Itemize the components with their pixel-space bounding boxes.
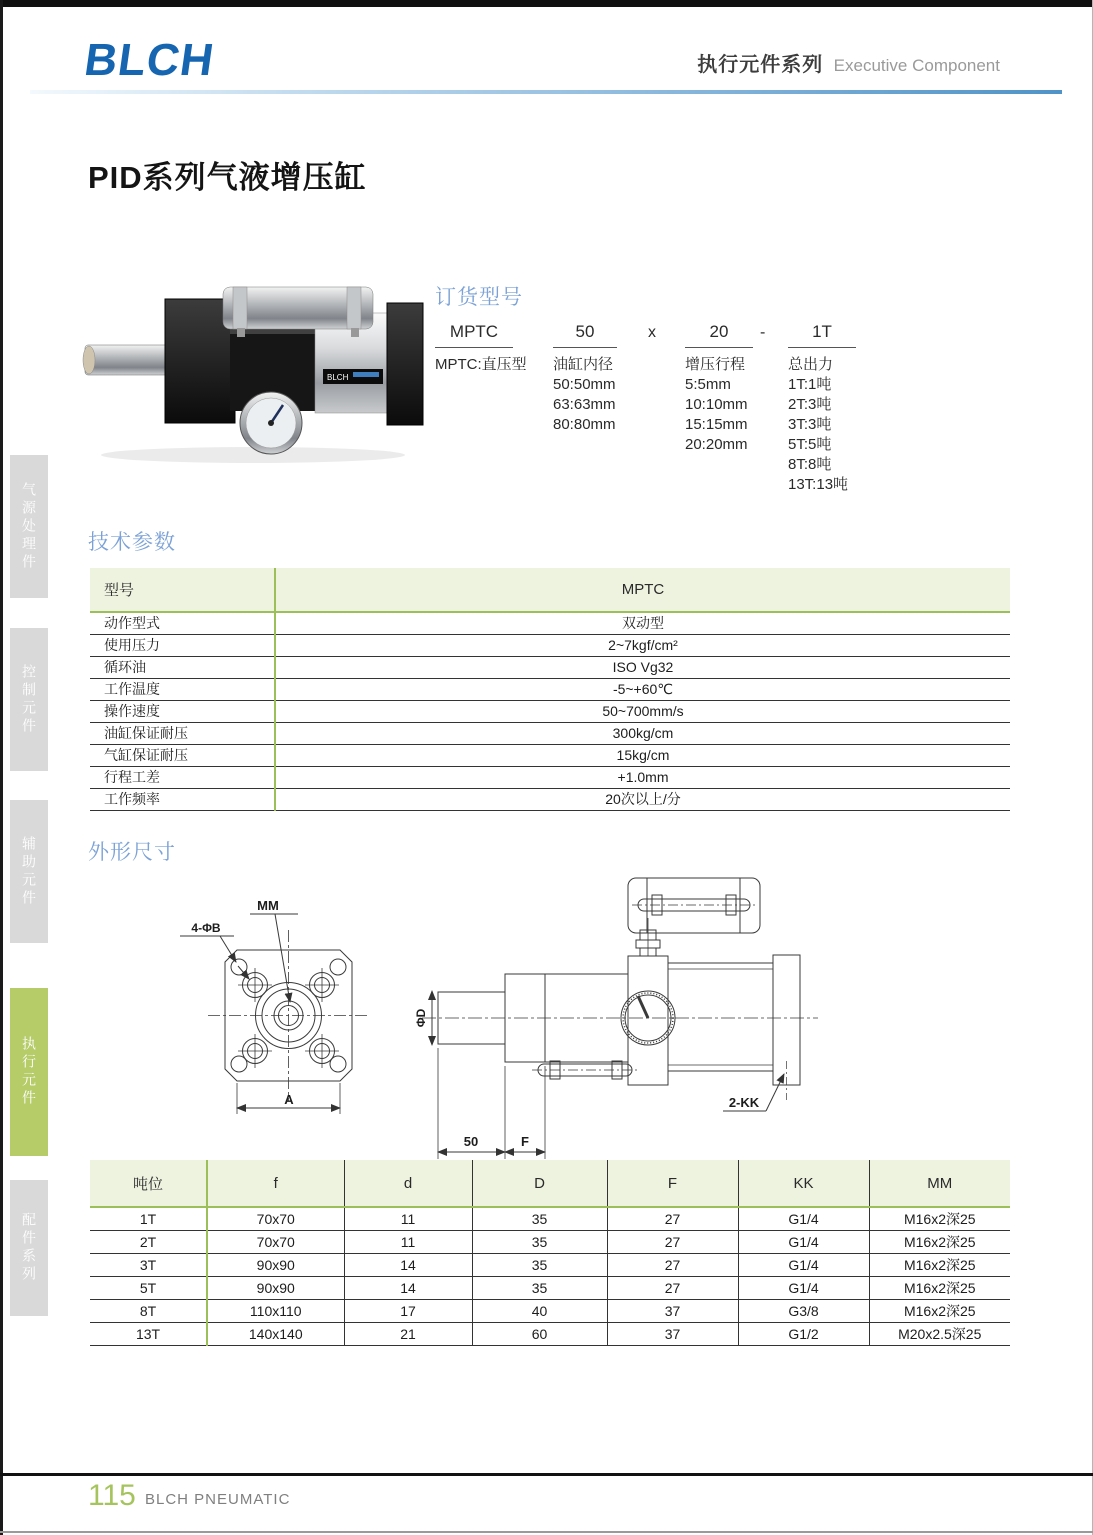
footer-brand: BLCH PNEUMATIC [145,1491,291,1508]
table-row [90,722,1010,744]
order-desc-bore [553,355,617,435]
table-cell: 40 [472,1299,607,1322]
table-cell: M20x2.5深25 [869,1322,1010,1345]
table-cell: 90x90 [207,1253,344,1276]
table-header-cell: d [344,1160,472,1207]
table-cell: 17 [344,1299,472,1322]
table-cell: 37 [607,1299,738,1322]
table-cell: G3/8 [738,1299,869,1322]
sidebar-item-label: 辅助元件 [21,835,37,908]
order-desc-line: 5:5mm [685,376,731,393]
order-column-bore [553,322,617,435]
table-cell: ISO Vg32 [275,656,1010,678]
order-desc-line: 63:63mm [553,396,616,413]
table-row [90,1253,1010,1276]
table-cell: 操作速度 [90,700,275,722]
table-row [90,700,1010,722]
table-row [90,678,1010,700]
sidebar-item-label: 控制元件 [21,663,37,736]
table-cell: 37 [607,1322,738,1345]
series-title-zh: 执行元件系列 [697,54,824,76]
order-desc-line: 2T:3吨 [788,396,832,413]
rod-tip [83,346,95,374]
sidebar-item-auxiliary[interactable] [10,800,48,943]
dimensions-section-title: 外形尺寸 [88,841,176,864]
table-cell: 14 [344,1276,472,1299]
order-desc-force [788,355,856,495]
table-header-cell: 型号 [90,568,275,612]
product-photo [75,283,425,468]
order-desc-line: MPTC:直压型 [435,356,527,373]
table-cell: 35 [472,1207,607,1230]
table-header-cell: D [472,1160,607,1207]
order-column-force [788,322,856,495]
page-border-top [0,0,1093,7]
table-cell: M16x2深25 [869,1299,1010,1322]
tech-params-section-title: 技术参数 [88,531,176,554]
table-cell: G1/4 [738,1230,869,1253]
drawing-label-mm: MM [257,898,279,913]
table-cell: 行程工差 [90,766,275,788]
order-desc-line: 增压行程 [685,356,746,373]
dimensions-table [90,1160,1010,1346]
drawing-label-phid: ΦD [414,1008,428,1028]
order-code-bore: 50 [553,322,617,348]
table-header-row [90,1160,1010,1207]
table-cell: 140x140 [207,1322,344,1345]
table-cell: 60 [472,1322,607,1345]
drawing-label-a: A [284,1092,294,1107]
sidebar-item-label: 气源处理件 [21,481,37,572]
series-title [697,48,1000,77]
table-cell: 2~7kgf/cm² [275,634,1010,656]
table-cell: 300kg/cm [275,722,1010,744]
sidebar-item-accessories[interactable] [10,1180,48,1316]
order-separator-x: x [648,324,656,341]
table-row [90,766,1010,788]
header-divider [30,90,1062,94]
order-code-force: 1T [788,322,856,348]
table-cell: 1T [90,1207,207,1230]
dimensions-table-body [90,1207,1010,1345]
order-desc-line: 50:50mm [553,376,616,393]
page-border-bottom [0,1531,1093,1533]
tech-params-body [90,612,1010,810]
table-cell: 27 [607,1253,738,1276]
table-cell: 油缸保证耐压 [90,722,275,744]
table-cell: 70x70 [207,1207,344,1230]
order-desc-line: 油缸内径 [553,356,614,373]
table-cell: 35 [472,1276,607,1299]
table-cell: M16x2深25 [869,1253,1010,1276]
table-cell: 27 [607,1276,738,1299]
table-row [90,1276,1010,1299]
sidebar-item-air-source[interactable] [10,455,48,598]
table-cell: G1/4 [738,1276,869,1299]
ordering-section-title: 订货型号 [435,286,523,309]
table-cell: 35 [472,1253,607,1276]
table-cell: 21 [344,1322,472,1345]
table-cell: 11 [344,1230,472,1253]
table-cell: G1/2 [738,1322,869,1345]
table-header-cell: f [207,1160,344,1207]
table-cell: 11 [344,1207,472,1230]
table-cell: M16x2深25 [869,1276,1010,1299]
table-cell: 循环油 [90,656,275,678]
order-desc-line: 80:80mm [553,416,616,433]
table-cell: 动作型式 [90,612,275,634]
table-row [90,1207,1010,1230]
order-desc-line: 10:10mm [685,396,748,413]
table-cell: G1/4 [738,1253,869,1276]
table-header-cell: 吨位 [90,1160,207,1207]
order-column-stroke [685,322,753,455]
brand-logo: BLCH [81,34,218,85]
table-cell: 工作温度 [90,678,275,700]
table-cell: 2T [90,1230,207,1253]
table-cell: 27 [607,1230,738,1253]
order-desc-line: 5T:5吨 [788,436,832,453]
order-desc-line: 15:15mm [685,416,748,433]
order-desc-stroke [685,355,753,455]
footer-divider [0,1473,1093,1476]
order-code-series: MPTC [435,322,513,348]
sidebar-item-label: 执行元件 [21,1036,37,1108]
photo-shadow [101,447,405,463]
table-row [90,744,1010,766]
table-row [90,612,1010,634]
table-header-row [90,568,1010,612]
table-cell: 13T [90,1322,207,1345]
table-header-cell: MM [869,1160,1010,1207]
series-title-en: Executive Component [833,56,1000,75]
order-desc-line: 8T:8吨 [788,456,832,473]
table-cell: M16x2深25 [869,1207,1010,1230]
table-cell: 使用压力 [90,634,275,656]
drawing-label-50: 50 [463,1134,479,1149]
page-border-left [0,0,3,1535]
dimensions-drawing [150,868,1010,1168]
table-row [90,1299,1010,1322]
drawing-label-holes: 4-ΦB [191,921,221,935]
footer-page-number: 115 [88,1479,136,1512]
table-row [90,656,1010,678]
sidebar-item-control[interactable] [10,628,48,771]
table-cell: 50~700mm/s [275,700,1010,722]
table-row [90,1322,1010,1345]
sidebar-item-actuator[interactable] [10,988,48,1156]
order-desc-series [435,355,527,375]
table-cell: 14 [344,1253,472,1276]
sidebar-item-label: 配件系列 [21,1212,37,1284]
table-cell: +1.0mm [275,766,1010,788]
table-cell: 气缸保证耐压 [90,744,275,766]
order-code-stroke: 20 [685,322,753,348]
table-cell: -5~+60℃ [275,678,1010,700]
table-cell: 工作频率 [90,788,275,810]
table-cell: 15kg/cm [275,744,1010,766]
page-title: PID系列气液增压缸 [88,160,367,195]
piston-rod [85,345,170,375]
rear-flange [387,303,423,425]
order-column-series [435,322,527,375]
table-cell: M16x2深25 [869,1230,1010,1253]
table-cell: 27 [607,1207,738,1230]
drawing-label-kk: 2-KK [728,1095,760,1110]
tech-params-table [90,568,1010,811]
order-desc-line: 3T:3吨 [788,416,832,433]
order-desc-line: 总出力 [788,356,834,373]
table-row [90,1230,1010,1253]
product-label-text: BLCH [327,373,349,382]
table-cell: 5T [90,1276,207,1299]
table-cell: 110x110 [207,1299,344,1322]
table-cell: 3T [90,1253,207,1276]
order-separator-dash: - [760,324,766,341]
table-cell: G1/4 [738,1207,869,1230]
table-cell: 双动型 [275,612,1010,634]
order-desc-line: 20:20mm [685,436,748,453]
table-cell: 90x90 [207,1276,344,1299]
table-row [90,788,1010,810]
order-desc-line: 1T:1吨 [788,376,832,393]
table-cell: 35 [472,1230,607,1253]
table-header-cell: MPTC [275,568,1010,612]
order-desc-line: 13T:13吨 [788,476,849,493]
table-cell: 20次以上/分 [275,788,1010,810]
table-header-cell: F [607,1160,738,1207]
table-row [90,634,1010,656]
drawing-label-f: F [521,1134,529,1149]
table-cell: 8T [90,1299,207,1322]
table-cell: 70x70 [207,1230,344,1253]
table-header-cell: KK [738,1160,869,1207]
